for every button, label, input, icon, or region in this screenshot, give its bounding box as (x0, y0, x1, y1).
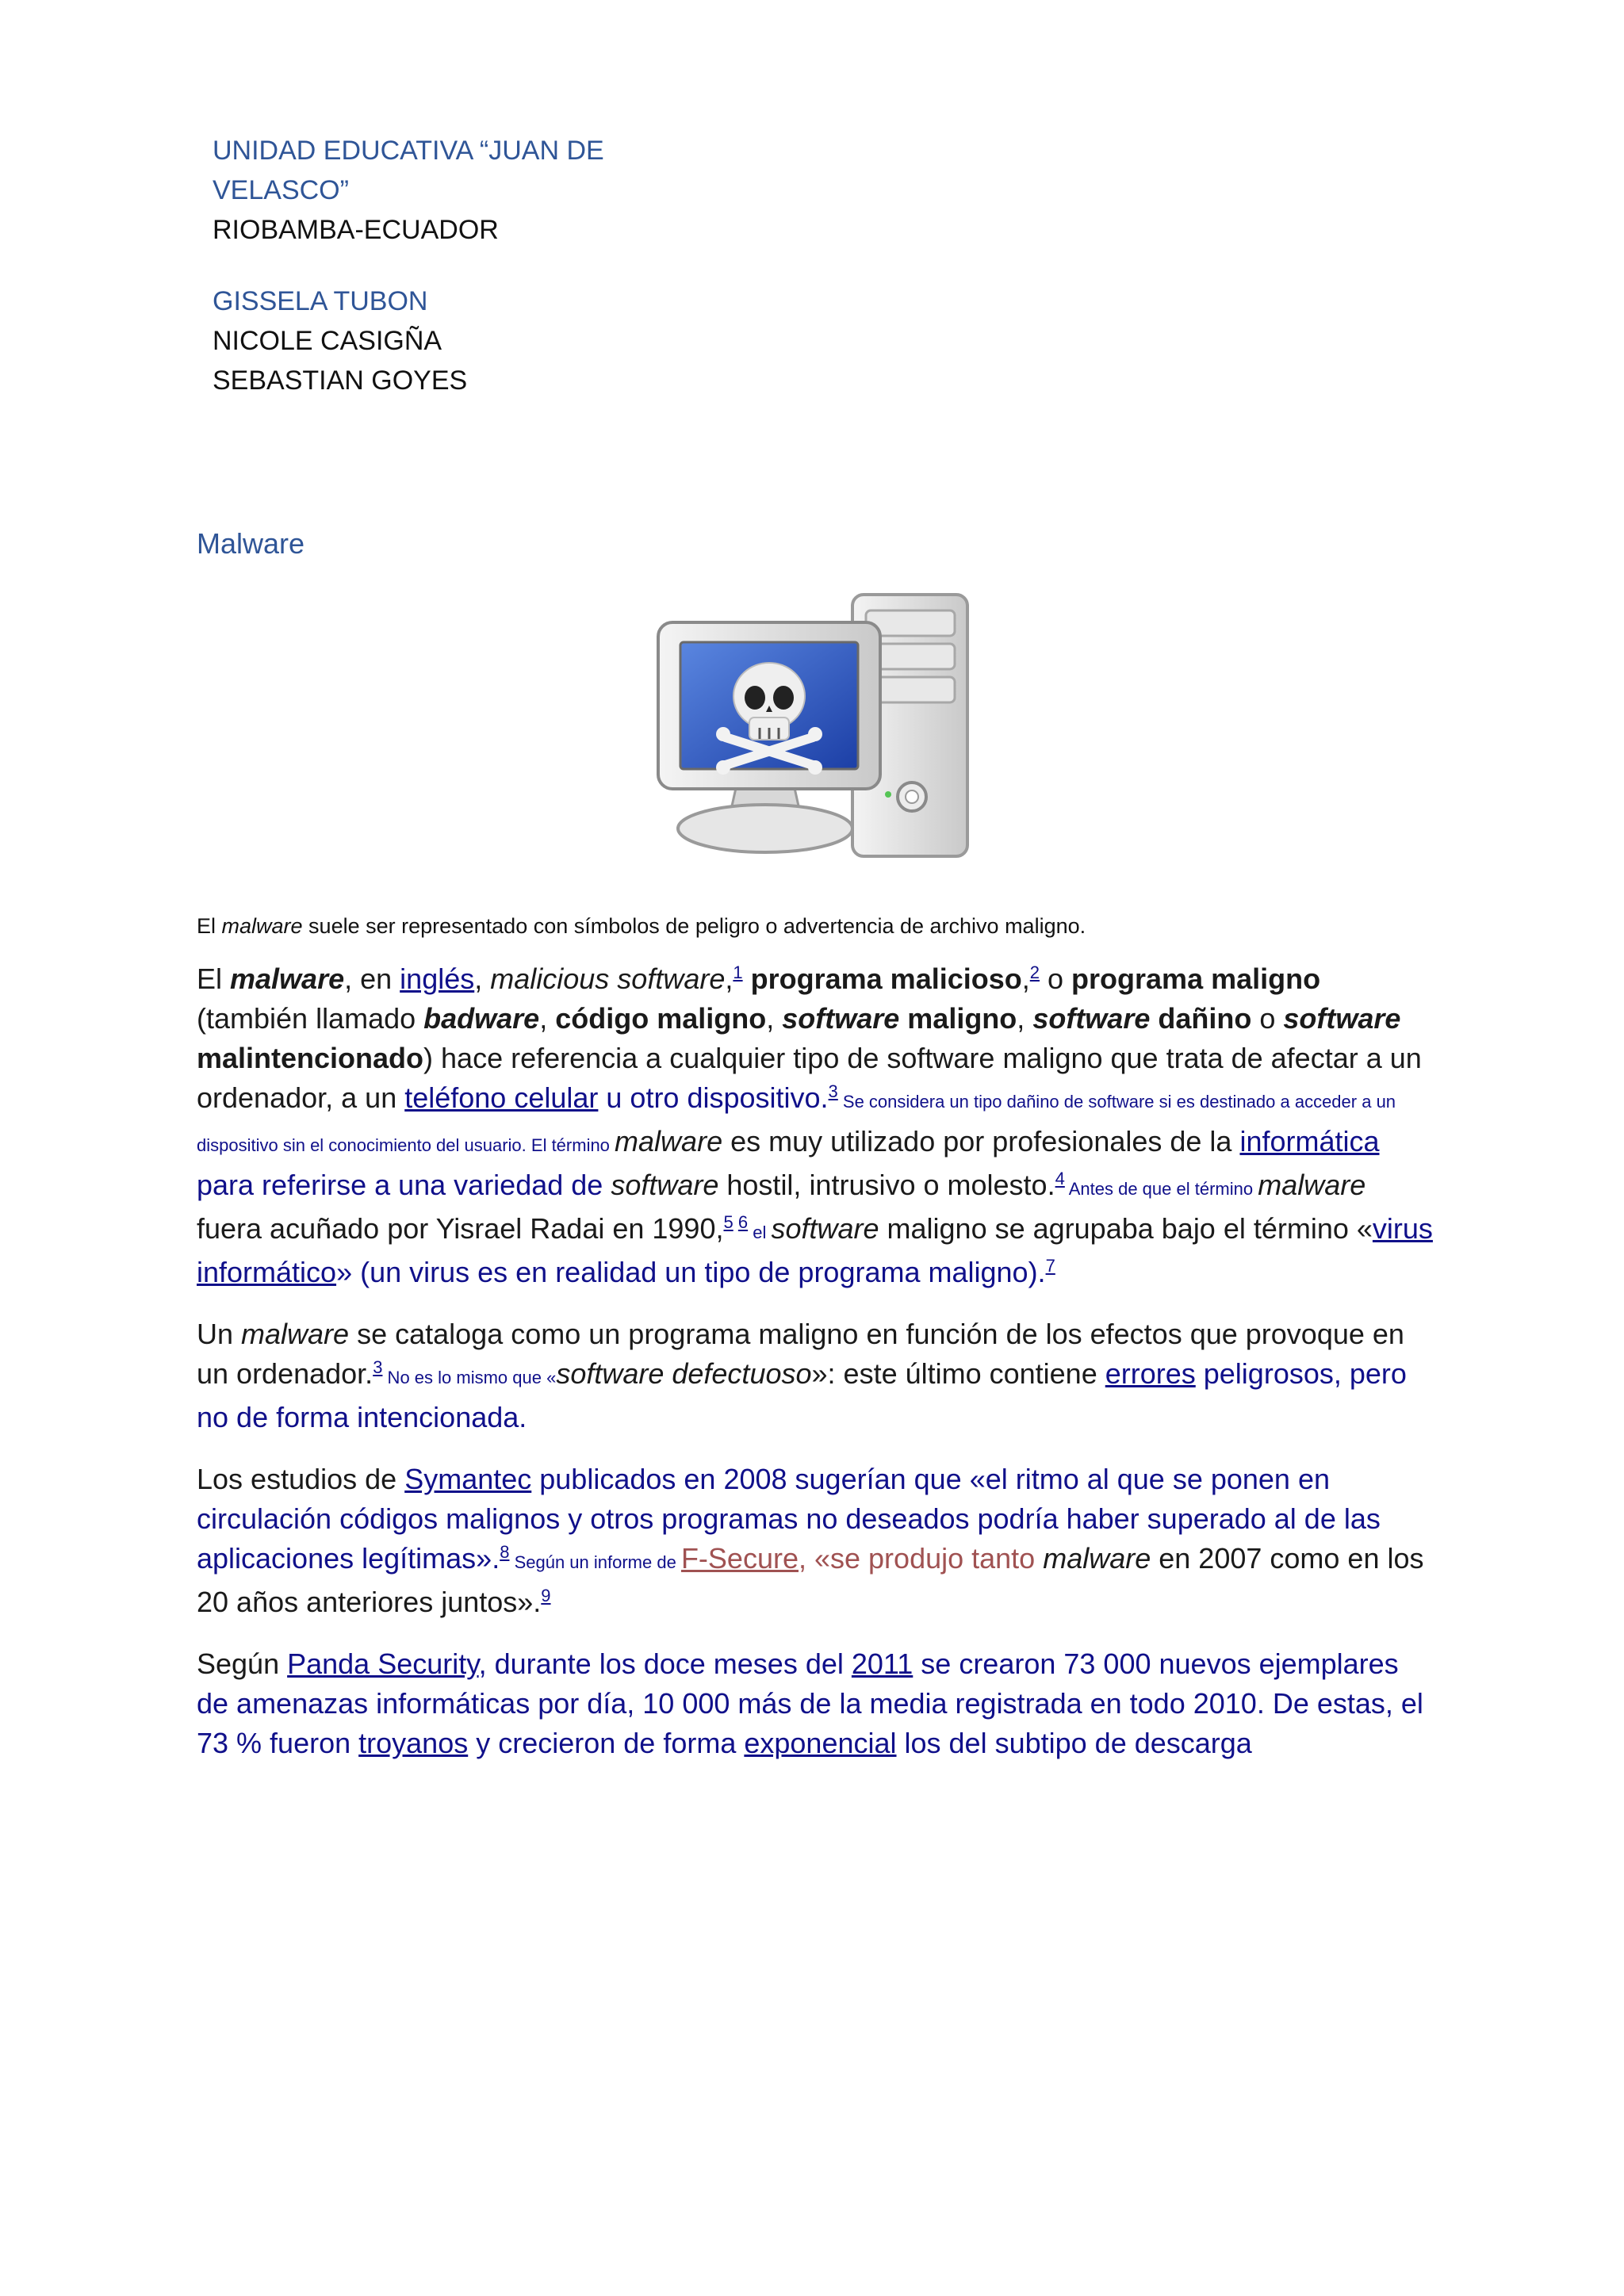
ref-7[interactable]: 7 (1045, 1256, 1055, 1276)
author-2: NICOLE CASIGÑA (213, 326, 442, 356)
ref-5[interactable]: 5 (723, 1212, 733, 1232)
header-block (213, 131, 704, 400)
ref-3[interactable]: 3 (828, 1081, 838, 1101)
malware-computer-skull-icon (650, 587, 983, 864)
ref-1[interactable]: 1 (733, 962, 743, 982)
link-ingles[interactable]: inglés (400, 962, 475, 995)
ref-4[interactable]: 4 (1055, 1169, 1065, 1188)
ref-6[interactable]: 6 (737, 1212, 749, 1232)
link-2011[interactable]: 2011 (851, 1647, 914, 1680)
article-body (197, 959, 1434, 1785)
ref-9[interactable]: 9 (541, 1586, 551, 1605)
link-exponencial[interactable]: exponencial (744, 1727, 897, 1759)
ref-2[interactable]: 2 (1029, 962, 1040, 982)
school-name-line1: UNIDAD EDUCATIVA “JUAN DE (213, 136, 604, 166)
link-f-secure[interactable]: F-Secure (680, 1542, 799, 1575)
paragraph-3: Los estudios de Symantec publicados en 2008 sugerían que «el ritmo al que se ponen en circulación códigos malignos y otros programas no deseados podría haber superado al de las aplicaciones legítimas».$^8$ Según un informe de F-Secure, «se produjo tanto malware en 2007 como en los 20 años anteriores juntos».$^9$ (197, 1463, 1424, 1618)
section-title: Malware (197, 527, 305, 560)
ref-3b[interactable]: 3 (373, 1357, 383, 1377)
link-troyanos[interactable]: troyanos (358, 1727, 469, 1759)
school-name-line2: VELASCO” (213, 175, 349, 205)
author-1: GISSELA TUBON (213, 286, 428, 316)
figure-caption: El malware suele ser representado con símbolos de peligro o advertencia de archivo maligno. (197, 914, 1086, 938)
link-panda-security[interactable]: Panda Security (287, 1647, 479, 1680)
author-3: SEBASTIAN GOYES (213, 365, 468, 396)
link-errores[interactable]: errores (1105, 1357, 1196, 1390)
paragraph-2: Un malware se cataloga como un programa maligno en función de los efectos que provoque en un ordenador.$^3$ No es lo mismo que «software defectuoso»: este último contiene errores peligrosos, pero no de forma intencionada. (197, 1318, 1407, 1433)
link-symantec[interactable]: Symantec (404, 1463, 532, 1495)
ref-8[interactable]: 8 (500, 1542, 510, 1562)
paragraph-4: Según Panda Security, durante los doce meses del 2011 se crearon 73 000 nuevos ejemplares de amenazas informáticas por día, 10 000 más de la media registrada en todo 2010. De estas, el 73 % fueron troyanos y crecieron de forma exponencial los del subtipo de descarga (197, 1647, 1423, 1759)
link-informatica[interactable]: informática (1239, 1125, 1380, 1158)
city-label: RIOBAMBA-ECUADOR (213, 215, 499, 245)
link-virus-informatico[interactable]: virus informático (197, 1212, 1433, 1288)
paragraph-1: El malware, en inglés, malicious software,$^1$ programa malicioso,$^2$ o programa maligno (también llamado badware, código maligno, software maligno, software dañino o software malintencionado) hace referencia a cualquier tipo de software maligno que trata de afectar a un ordenador, a un teléfono celular u otro dispositivo.$^3$ Se considera un tipo dañino de software si es destinado a acceder a un dispositivo sin el conocimiento del usuario. El término malware es muy utilizado por profesionales de la informática para referirse a una variedad de software hostil, intrusivo o molesto.$^4$ Antes de que el término malware fuera acuñado por Yisrael Radai en 1990,$^{5 6}$ el software maligno se agrupaba bajo el término «virus informático» (un virus es en realidad un tipo de programa maligno).$^7$ (197, 962, 1433, 1288)
link-telefono-celular[interactable]: teléfono celular (404, 1081, 599, 1114)
